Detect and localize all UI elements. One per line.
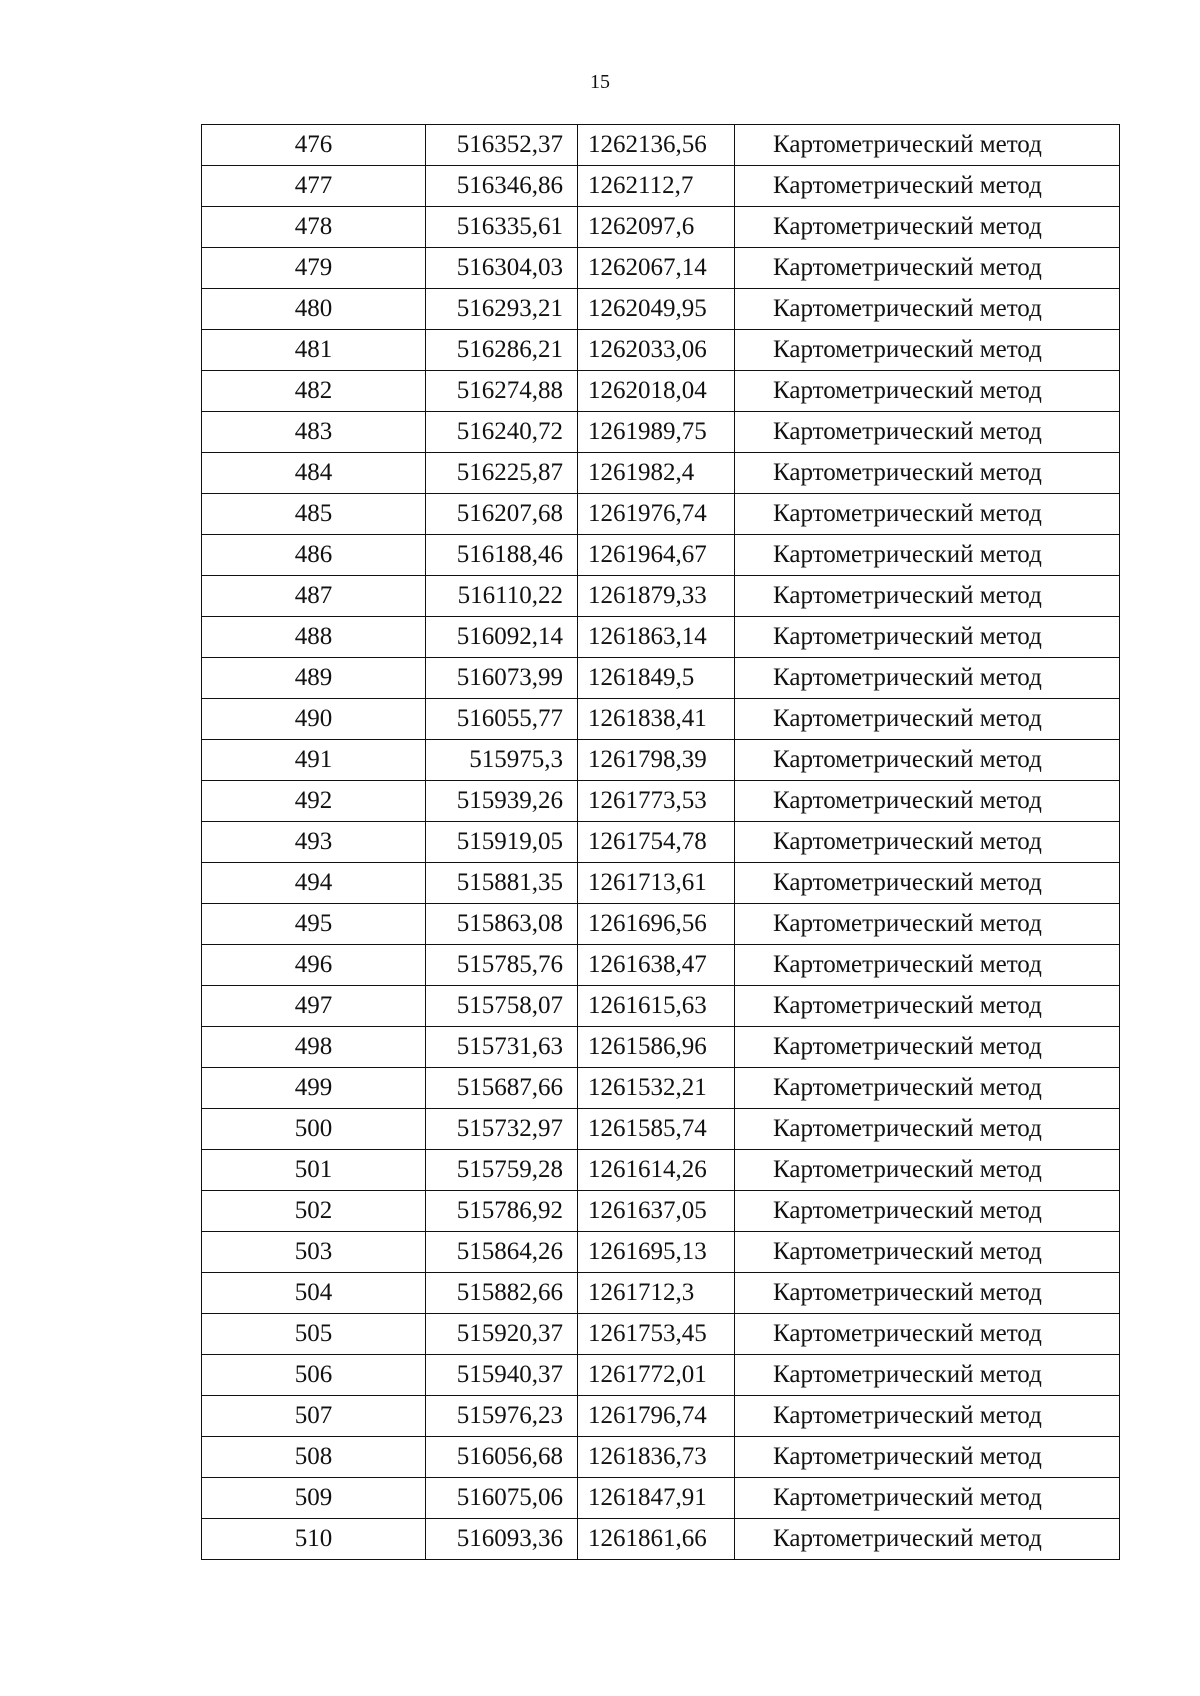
x-coordinate-cell: 516207,68 xyxy=(426,494,578,535)
point-number-cell: 502 xyxy=(202,1191,426,1232)
table-row xyxy=(202,1314,1120,1355)
method-cell: Картометрический метод xyxy=(735,863,1120,904)
y-coordinate-cell: 1261798,39 xyxy=(578,740,735,781)
point-number-cell: 476 xyxy=(202,125,426,166)
x-coordinate-cell: 516274,88 xyxy=(426,371,578,412)
table-row xyxy=(202,1027,1120,1068)
table-row xyxy=(202,658,1120,699)
table-row xyxy=(202,535,1120,576)
table-row xyxy=(202,740,1120,781)
point-number-cell: 490 xyxy=(202,699,426,740)
method-cell: Картометрический метод xyxy=(735,1314,1120,1355)
method-cell: Картометрический метод xyxy=(735,494,1120,535)
point-number-cell: 503 xyxy=(202,1232,426,1273)
x-coordinate-cell: 516092,14 xyxy=(426,617,578,658)
table-row xyxy=(202,289,1120,330)
method-cell: Картометрический метод xyxy=(735,1355,1120,1396)
y-coordinate-cell: 1261638,47 xyxy=(578,945,735,986)
y-coordinate-cell: 1261849,5 xyxy=(578,658,735,699)
table-row xyxy=(202,1150,1120,1191)
table-row xyxy=(202,1109,1120,1150)
x-coordinate-cell: 516225,87 xyxy=(426,453,578,494)
y-coordinate-cell: 1262049,95 xyxy=(578,289,735,330)
y-coordinate-cell: 1261712,3 xyxy=(578,1273,735,1314)
method-cell: Картометрический метод xyxy=(735,1109,1120,1150)
table-row xyxy=(202,904,1120,945)
method-cell: Картометрический метод xyxy=(735,617,1120,658)
table-row xyxy=(202,617,1120,658)
table-row xyxy=(202,576,1120,617)
point-number-cell: 486 xyxy=(202,535,426,576)
point-number-cell: 477 xyxy=(202,166,426,207)
point-number-cell: 488 xyxy=(202,617,426,658)
y-coordinate-cell: 1261532,21 xyxy=(578,1068,735,1109)
x-coordinate-cell: 516188,46 xyxy=(426,535,578,576)
method-cell: Картометрический метод xyxy=(735,1437,1120,1478)
method-cell: Картометрический метод xyxy=(735,207,1120,248)
point-number-cell: 494 xyxy=(202,863,426,904)
x-coordinate-cell: 515919,05 xyxy=(426,822,578,863)
table-row xyxy=(202,166,1120,207)
y-coordinate-cell: 1261615,63 xyxy=(578,986,735,1027)
table-row xyxy=(202,945,1120,986)
x-coordinate-cell: 516293,21 xyxy=(426,289,578,330)
method-cell: Картометрический метод xyxy=(735,289,1120,330)
coordinates-table xyxy=(201,124,1120,1560)
x-coordinate-cell: 516304,03 xyxy=(426,248,578,289)
point-number-cell: 501 xyxy=(202,1150,426,1191)
page-number: 15 xyxy=(590,71,610,93)
point-number-cell: 479 xyxy=(202,248,426,289)
table-row xyxy=(202,207,1120,248)
x-coordinate-cell: 516335,61 xyxy=(426,207,578,248)
table-row xyxy=(202,125,1120,166)
y-coordinate-cell: 1261861,66 xyxy=(578,1519,735,1560)
x-coordinate-cell: 516240,72 xyxy=(426,412,578,453)
y-coordinate-cell: 1261836,73 xyxy=(578,1437,735,1478)
point-number-cell: 495 xyxy=(202,904,426,945)
x-coordinate-cell: 515939,26 xyxy=(426,781,578,822)
y-coordinate-cell: 1261964,67 xyxy=(578,535,735,576)
table-row xyxy=(202,1478,1120,1519)
method-cell: Картометрический метод xyxy=(735,371,1120,412)
point-number-cell: 491 xyxy=(202,740,426,781)
table-row xyxy=(202,371,1120,412)
method-cell: Картометрический метод xyxy=(735,822,1120,863)
point-number-cell: 489 xyxy=(202,658,426,699)
x-coordinate-cell: 516093,36 xyxy=(426,1519,578,1560)
x-coordinate-cell: 515882,66 xyxy=(426,1273,578,1314)
y-coordinate-cell: 1262112,7 xyxy=(578,166,735,207)
x-coordinate-cell: 515975,3 xyxy=(426,740,578,781)
x-coordinate-cell: 515863,08 xyxy=(426,904,578,945)
y-coordinate-cell: 1261989,75 xyxy=(578,412,735,453)
table-row xyxy=(202,412,1120,453)
x-coordinate-cell: 516055,77 xyxy=(426,699,578,740)
table-row xyxy=(202,1232,1120,1273)
point-number-cell: 498 xyxy=(202,1027,426,1068)
method-cell: Картометрический метод xyxy=(735,1519,1120,1560)
table-row xyxy=(202,1396,1120,1437)
y-coordinate-cell: 1261696,56 xyxy=(578,904,735,945)
method-cell: Картометрический метод xyxy=(735,535,1120,576)
point-number-cell: 492 xyxy=(202,781,426,822)
method-cell: Картометрический метод xyxy=(735,1396,1120,1437)
x-coordinate-cell: 515759,28 xyxy=(426,1150,578,1191)
table-row xyxy=(202,453,1120,494)
method-cell: Картометрический метод xyxy=(735,699,1120,740)
method-cell: Картометрический метод xyxy=(735,658,1120,699)
table-row xyxy=(202,1273,1120,1314)
method-cell: Картометрический метод xyxy=(735,986,1120,1027)
method-cell: Картометрический метод xyxy=(735,248,1120,289)
method-cell: Картометрический метод xyxy=(735,576,1120,617)
x-coordinate-cell: 516286,21 xyxy=(426,330,578,371)
point-number-cell: 508 xyxy=(202,1437,426,1478)
y-coordinate-cell: 1262097,6 xyxy=(578,207,735,248)
y-coordinate-cell: 1261772,01 xyxy=(578,1355,735,1396)
point-number-cell: 496 xyxy=(202,945,426,986)
point-number-cell: 483 xyxy=(202,412,426,453)
table-row xyxy=(202,986,1120,1027)
method-cell: Картометрический метод xyxy=(735,1191,1120,1232)
y-coordinate-cell: 1262136,56 xyxy=(578,125,735,166)
table-row xyxy=(202,248,1120,289)
method-cell: Картометрический метод xyxy=(735,453,1120,494)
table-row xyxy=(202,699,1120,740)
x-coordinate-cell: 515920,37 xyxy=(426,1314,578,1355)
method-cell: Картометрический метод xyxy=(735,1150,1120,1191)
method-cell: Картометрический метод xyxy=(735,740,1120,781)
x-coordinate-cell: 515940,37 xyxy=(426,1355,578,1396)
x-coordinate-cell: 515786,92 xyxy=(426,1191,578,1232)
method-cell: Картометрический метод xyxy=(735,1068,1120,1109)
method-cell: Картометрический метод xyxy=(735,166,1120,207)
table-row xyxy=(202,822,1120,863)
y-coordinate-cell: 1261585,74 xyxy=(578,1109,735,1150)
y-coordinate-cell: 1262018,04 xyxy=(578,371,735,412)
x-coordinate-cell: 515864,26 xyxy=(426,1232,578,1273)
table-row xyxy=(202,863,1120,904)
y-coordinate-cell: 1261637,05 xyxy=(578,1191,735,1232)
point-number-cell: 480 xyxy=(202,289,426,330)
point-number-cell: 506 xyxy=(202,1355,426,1396)
y-coordinate-cell: 1261796,74 xyxy=(578,1396,735,1437)
point-number-cell: 478 xyxy=(202,207,426,248)
method-cell: Картометрический метод xyxy=(735,1232,1120,1273)
x-coordinate-cell: 516346,86 xyxy=(426,166,578,207)
y-coordinate-cell: 1261976,74 xyxy=(578,494,735,535)
point-number-cell: 509 xyxy=(202,1478,426,1519)
point-number-cell: 500 xyxy=(202,1109,426,1150)
x-coordinate-cell: 516352,37 xyxy=(426,125,578,166)
point-number-cell: 482 xyxy=(202,371,426,412)
table-row xyxy=(202,1355,1120,1396)
table-row xyxy=(202,330,1120,371)
x-coordinate-cell: 515732,97 xyxy=(426,1109,578,1150)
y-coordinate-cell: 1261586,96 xyxy=(578,1027,735,1068)
point-number-cell: 510 xyxy=(202,1519,426,1560)
table-row xyxy=(202,1519,1120,1560)
y-coordinate-cell: 1261838,41 xyxy=(578,699,735,740)
x-coordinate-cell: 516073,99 xyxy=(426,658,578,699)
table-row xyxy=(202,1437,1120,1478)
y-coordinate-cell: 1261695,13 xyxy=(578,1232,735,1273)
method-cell: Картометрический метод xyxy=(735,125,1120,166)
x-coordinate-cell: 516110,22 xyxy=(426,576,578,617)
y-coordinate-cell: 1261863,14 xyxy=(578,617,735,658)
table-row xyxy=(202,1068,1120,1109)
table-row xyxy=(202,494,1120,535)
method-cell: Картометрический метод xyxy=(735,945,1120,986)
point-number-cell: 497 xyxy=(202,986,426,1027)
method-cell: Картометрический метод xyxy=(735,781,1120,822)
x-coordinate-cell: 516075,06 xyxy=(426,1478,578,1519)
point-number-cell: 485 xyxy=(202,494,426,535)
y-coordinate-cell: 1261847,91 xyxy=(578,1478,735,1519)
x-coordinate-cell: 515881,35 xyxy=(426,863,578,904)
y-coordinate-cell: 1261754,78 xyxy=(578,822,735,863)
point-number-cell: 481 xyxy=(202,330,426,371)
point-number-cell: 493 xyxy=(202,822,426,863)
y-coordinate-cell: 1262033,06 xyxy=(578,330,735,371)
point-number-cell: 487 xyxy=(202,576,426,617)
x-coordinate-cell: 515785,76 xyxy=(426,945,578,986)
point-number-cell: 504 xyxy=(202,1273,426,1314)
point-number-cell: 484 xyxy=(202,453,426,494)
y-coordinate-cell: 1261614,26 xyxy=(578,1150,735,1191)
method-cell: Картометрический метод xyxy=(735,330,1120,371)
x-coordinate-cell: 515758,07 xyxy=(426,986,578,1027)
x-coordinate-cell: 515687,66 xyxy=(426,1068,578,1109)
method-cell: Картометрический метод xyxy=(735,904,1120,945)
point-number-cell: 505 xyxy=(202,1314,426,1355)
table-row xyxy=(202,781,1120,822)
coordinates-table-body xyxy=(202,125,1120,1560)
y-coordinate-cell: 1261982,4 xyxy=(578,453,735,494)
point-number-cell: 507 xyxy=(202,1396,426,1437)
y-coordinate-cell: 1261713,61 xyxy=(578,863,735,904)
x-coordinate-cell: 515731,63 xyxy=(426,1027,578,1068)
y-coordinate-cell: 1261879,33 xyxy=(578,576,735,617)
point-number-cell: 499 xyxy=(202,1068,426,1109)
y-coordinate-cell: 1261773,53 xyxy=(578,781,735,822)
method-cell: Картометрический метод xyxy=(735,1478,1120,1519)
method-cell: Картометрический метод xyxy=(735,1273,1120,1314)
x-coordinate-cell: 515976,23 xyxy=(426,1396,578,1437)
y-coordinate-cell: 1262067,14 xyxy=(578,248,735,289)
x-coordinate-cell: 516056,68 xyxy=(426,1437,578,1478)
table-row xyxy=(202,1191,1120,1232)
y-coordinate-cell: 1261753,45 xyxy=(578,1314,735,1355)
method-cell: Картометрический метод xyxy=(735,1027,1120,1068)
method-cell: Картометрический метод xyxy=(735,412,1120,453)
